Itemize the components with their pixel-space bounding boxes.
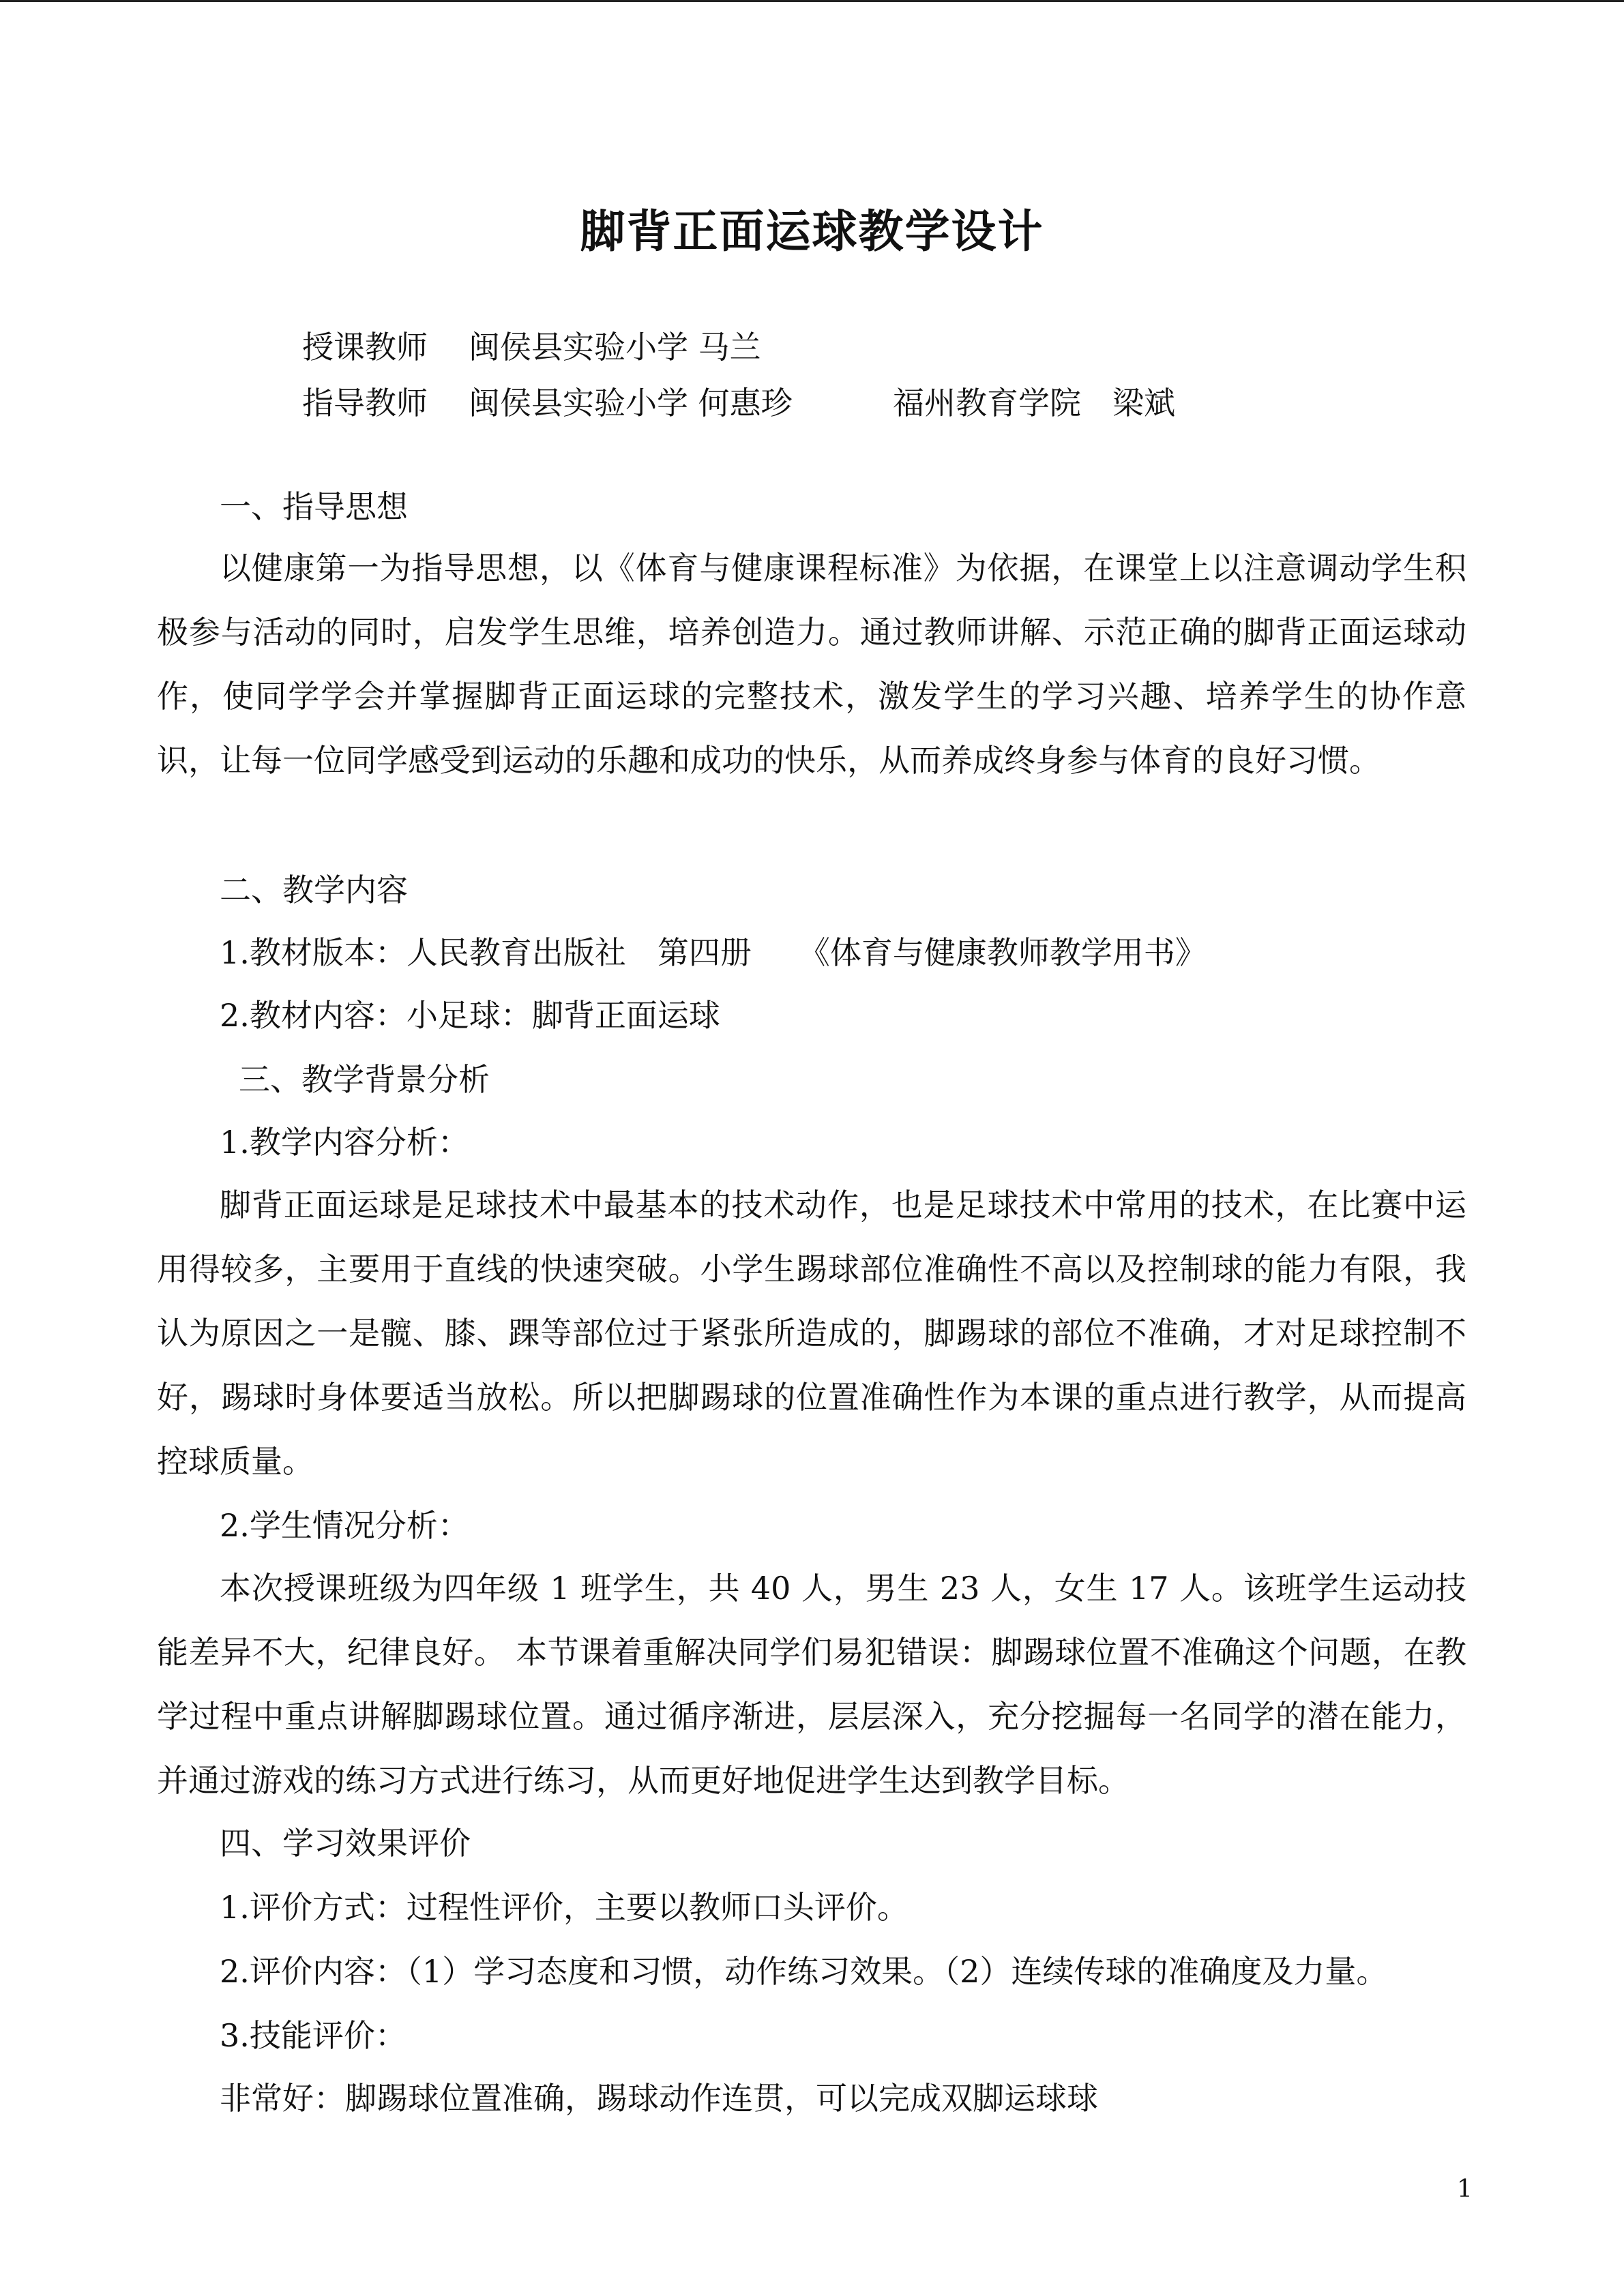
section-3-heading: 三、教学背景分析: [239, 1061, 490, 1098]
section-4-item-2: 2.评价内容：（1）学习态度和习惯，动作练习效果。（2）连续传球的准确度及力量。: [220, 1953, 1388, 1990]
document-title: 脚背正面运球教学设计: [580, 205, 1044, 258]
top-border: [0, 0, 1624, 2]
teacher-value: 闽侯县实验小学 马兰: [469, 329, 761, 366]
section-3-paragraph-1: 脚背正面运球是足球技术中最基本的技术动作，也是足球技术中常用的技术，在比赛中运用得较多，主要用于直线的快速突破。小学生踢球部位准确性不高以及控制球的能力有限，我认为原因之一是髋、膝、踝等部位过于紧张所造成的，脚踢球的部位不准确，才对足球控制不好，踢球时身体要适当放松。所以把脚踢球的位置准确性作为本课的重点进行教学，从而提高控球质量。: [157, 1187, 1466, 1480]
section-1-paragraph: 以健康第一为指导思想，以《体育与健康课程标准》为依据，在课堂上以注意调动学生积极参与活动的同时，启发学生思维，培养创造力。通过教师讲解、示范正确的脚背正面运球动作，使同学学会并掌握脚背正面运球的完整技术，激发学生的学习兴趣、培养学生的协作意识，让每一位同学感受到运动的乐趣和成功的快乐，从而养成终身参与体育的良好习惯。: [157, 550, 1466, 779]
section-4-item-1: 1.评价方式：过程性评价，主要以教师口头评价。: [220, 1889, 909, 1926]
section-3-sub-1: 1.教学内容分析：: [220, 1124, 469, 1161]
section-2-heading: 二、教学内容: [220, 871, 408, 908]
advisor-label: 指导教师: [302, 385, 428, 421]
section-3-paragraph-2: 本次授课班级为四年级 1 班学生，共 40 人，男生 23 人，女生 17 人。该班学生运动技能差异不大，纪律良好。 本节课着重解决同学们易犯错误：脚踢球位置不准确这个问题，在教学过程中重点讲解脚踢球位置。通过循序渐进，层层深入，充分挖掘每一名同学的潜在能力，并通过游戏的练习方式进行练习，从而更好地促进学生达到教学目标。: [157, 1570, 1466, 1799]
section-4-item-3: 3.技能评价：: [220, 2017, 407, 2054]
page-number: 1: [1457, 2175, 1473, 2203]
advisor-value: 闽侯县实验小学 何惠珍: [469, 385, 793, 421]
section-1-heading: 一、指导思想: [220, 488, 408, 525]
section-4-item-4: 非常好：脚踢球位置准确，踢球动作连贯，可以完成双脚运球球: [220, 2080, 1098, 2117]
section-2-item-1: 1.教材版本：人民教育出版社 第四册 《体育与健康教师教学用书》: [220, 934, 1207, 971]
section-3-sub-2: 2.学生情况分析：: [220, 1507, 469, 1544]
section-4-heading: 四、学习效果评价: [220, 1825, 471, 1862]
section-2-item-2: 2.教材内容：小足球：脚背正面运球: [220, 997, 720, 1034]
advisor-value-2: 福州教育学院 梁斌: [893, 385, 1175, 421]
teacher-label: 授课教师: [302, 329, 428, 366]
